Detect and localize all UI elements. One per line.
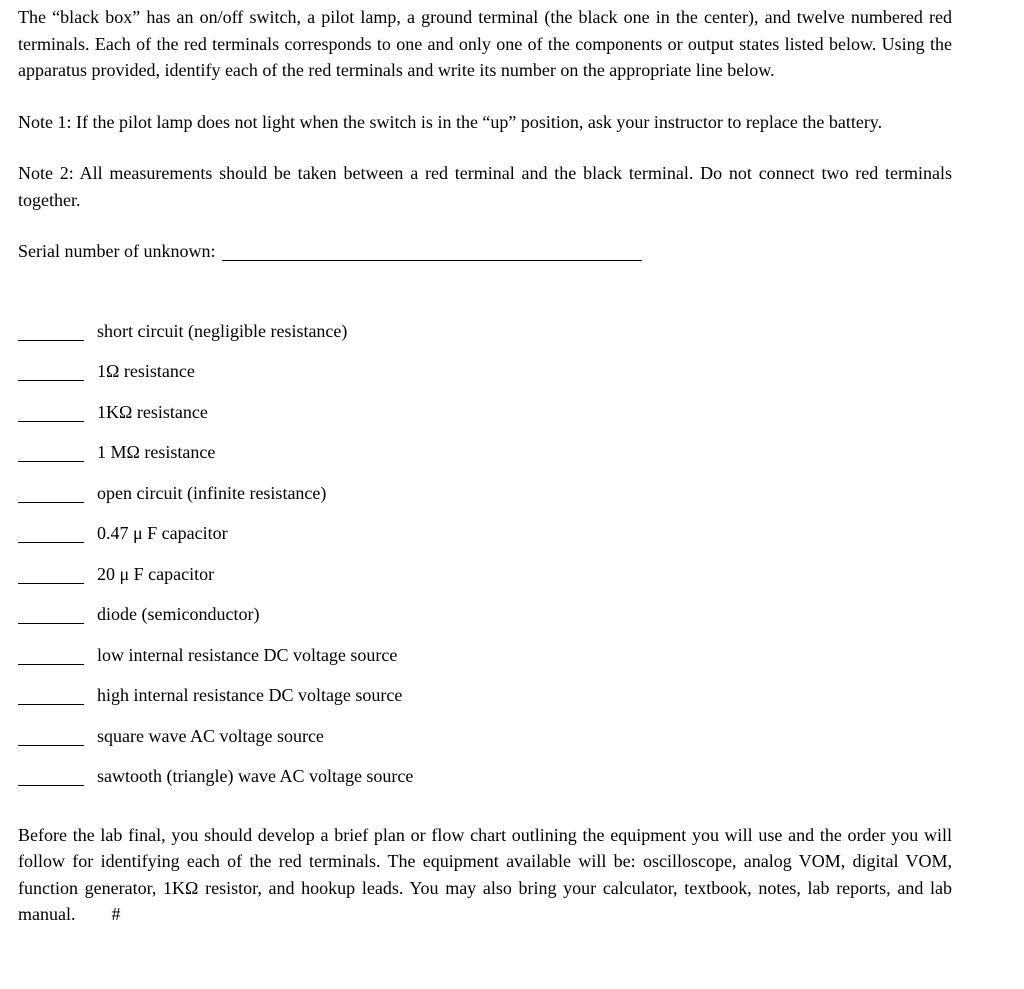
answer-blank	[18, 607, 84, 624]
list-item	[18, 601, 952, 628]
item-label: diode (semiconductor)	[97, 604, 260, 624]
answer-blank	[18, 526, 84, 543]
answer-blank	[18, 567, 84, 584]
item-label: low internal resistance DC voltage source	[97, 644, 398, 665]
item-label: high internal resistance DC voltage source	[97, 685, 403, 705]
item-label: open circuit (infinite resistance)	[97, 482, 327, 503]
hash-mark: #	[111, 904, 121, 924]
closing-paragraph	[18, 822, 952, 928]
serial-number-blank	[222, 244, 642, 261]
item-label: 1Ω resistance	[97, 361, 195, 381]
list-item	[18, 399, 952, 426]
serial-number-row	[18, 238, 952, 265]
answer-blank	[18, 729, 84, 746]
serial-number-label: Serial number of unknown:	[18, 241, 216, 261]
answer-blank	[18, 769, 84, 786]
list-item	[18, 439, 952, 466]
list-item	[18, 682, 952, 709]
list-item	[18, 642, 952, 669]
item-label: 20 μ F capacitor	[97, 563, 215, 584]
intro-paragraph: The “black box” has an on/off switch, a pilot lamp, a ground terminal (the black one in the center), and twelve numbered red terminals. Each of the red terminals corresponds to one and only one of the components or output states listed below. Using the apparatus provided, identify each of the red terminals and write its number on the appropriate line below.	[18, 7, 952, 80]
closing-text: Before the lab final, you should develop a brief plan or flow chart outlining the equipment you will use and the order you will follow for identifying each of the red terminals. The equipment available will be: oscilloscope, analog VOM, digital VOM, function generator, 1KΩ resistor, and hookup leads. You may also bring your calculator, textbook, notes, lab reports, and lab manual.	[18, 824, 952, 924]
list-item	[18, 358, 952, 385]
item-label: 1 MΩ resistance	[97, 442, 216, 462]
list-item	[18, 561, 952, 588]
answer-blank	[18, 364, 84, 381]
list-item	[18, 318, 952, 345]
answer-list	[18, 318, 952, 790]
answer-blank	[18, 324, 84, 341]
item-label: 1KΩ resistance	[97, 401, 208, 422]
answer-blank	[18, 405, 84, 422]
list-item	[18, 763, 952, 790]
note-2-paragraph: Note 2: All measurements should be taken between a red terminal and the black terminal. Do not connect two red terminals together.	[18, 163, 952, 210]
item-label: sawtooth (triangle) wave AC voltage source	[97, 766, 414, 786]
list-item	[18, 723, 952, 750]
item-label: square wave AC voltage source	[97, 725, 324, 746]
note-1-paragraph: Note 1: If the pilot lamp does not light when the switch is in the “up” position, ask your instructor to replace the battery.	[18, 111, 883, 132]
list-item	[18, 480, 952, 507]
item-label: 0.47 μ F capacitor	[97, 523, 228, 543]
list-item	[18, 520, 952, 547]
item-label: short circuit (negligible resistance)	[97, 320, 348, 341]
answer-blank	[18, 486, 84, 503]
answer-blank	[18, 688, 84, 705]
answer-blank	[18, 445, 84, 462]
answer-blank	[18, 648, 84, 665]
